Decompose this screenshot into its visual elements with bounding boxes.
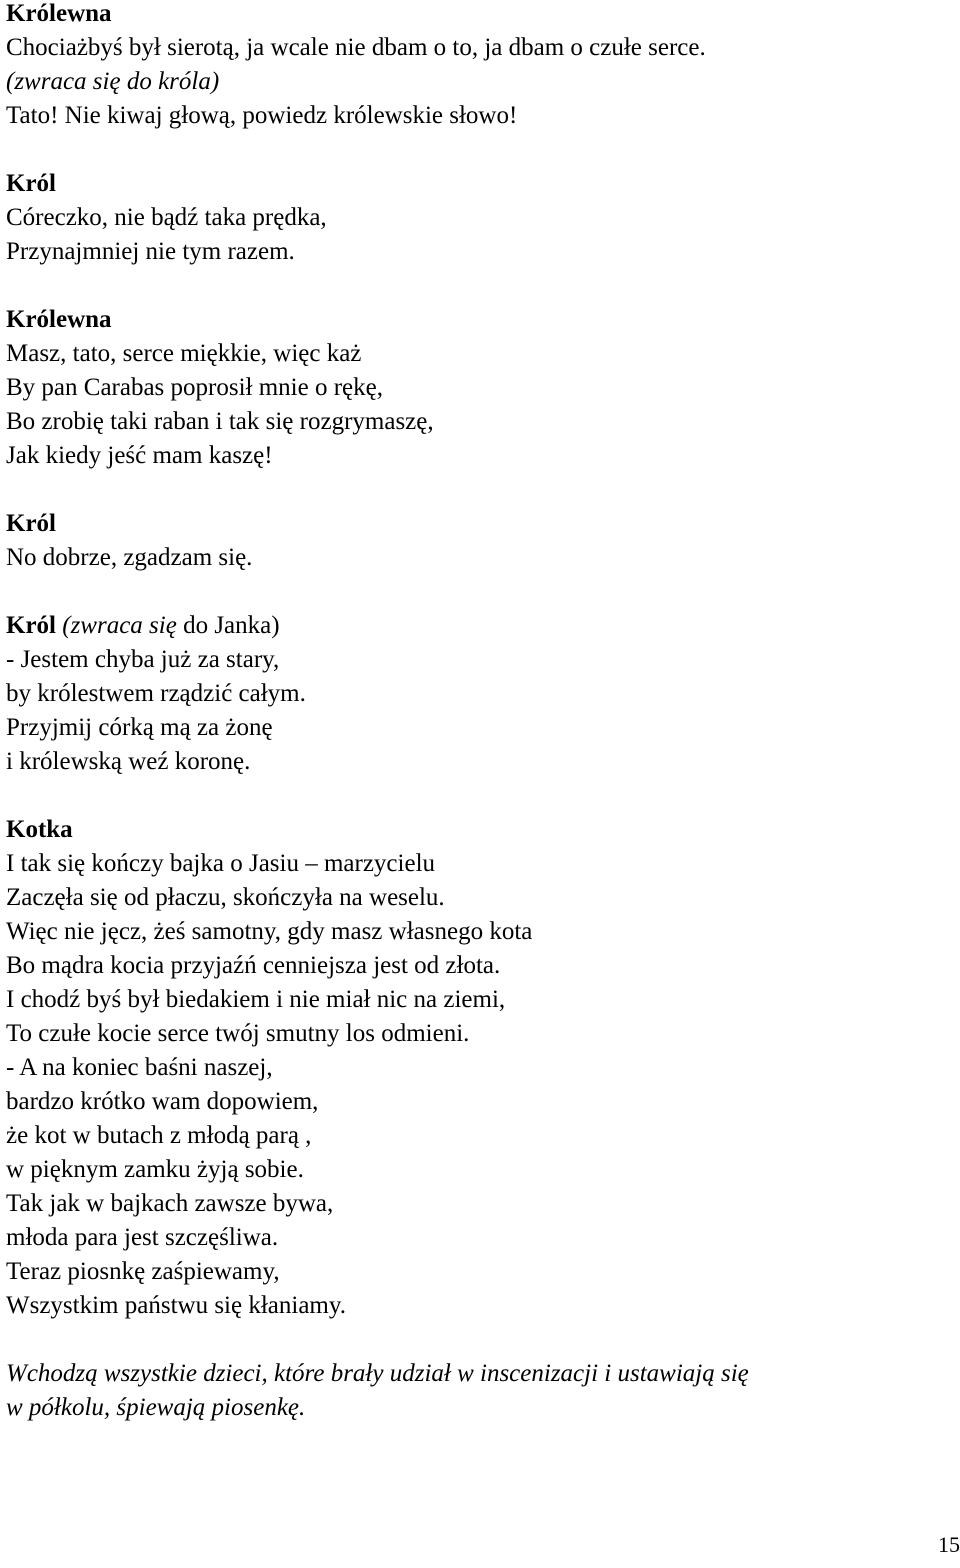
speaker-name: Kotka <box>6 816 73 843</box>
page-number: 15 <box>938 1532 960 1557</box>
dialogue-line: w pięknym zamku żyją sobie. <box>6 1156 304 1183</box>
dialogue-block <box>6 167 946 269</box>
dialogue-line: bardzo krótko wam dopowiem, <box>6 1088 319 1115</box>
dialogue-line: Jak kiedy jeść mam kaszę! <box>6 442 273 469</box>
dialogue-line: No dobrze, zgadzam się. <box>6 544 253 571</box>
speaker-name: Królewna <box>6 306 112 333</box>
dialogue-line: Bo zrobię taki raban i tak się rozgrymaszę, <box>6 408 434 435</box>
dialogue-line: Tak jak w bajkach zawsze bywa, <box>6 1190 334 1217</box>
dialogue-block <box>6 609 946 779</box>
dialogue-line: I chodź byś był biedakiem i nie miał nic na ziemi, <box>6 986 506 1013</box>
dialogue-line: Chociażbyś był sierotą, ja wcale nie dbam o to, ja dbam o czułe serce. <box>6 34 706 61</box>
dialogue-line: Więc nie jęcz, żeś samotny, gdy masz własnego kota <box>6 918 533 945</box>
dialogue-line: By pan Carabas poprosił mnie o rękę, <box>6 374 383 401</box>
dialogue-line: młoda para jest szczęśliwa. <box>6 1224 279 1251</box>
stage-note: (zwraca się <box>62 612 177 639</box>
stage-direction <box>6 1357 946 1425</box>
speaker-name: Król <box>6 170 56 197</box>
speaker-name: Król <box>6 612 56 639</box>
speaker-name: Król <box>6 510 56 537</box>
dialogue-line: Przynajmniej nie tym razem. <box>6 238 295 265</box>
dialogue-line: Zaczęła się od płaczu, skończyła na weselu. <box>6 884 445 911</box>
stage-direction-line: Wchodzą wszystkie dzieci, które brały udział w inscenizacji i ustawiają się <box>6 1360 749 1387</box>
dialogue-line: Tato! Nie kiwaj głową, powiedz królewskie słowo! <box>6 102 518 129</box>
speaker-heading <box>6 609 946 643</box>
dialogue-line: że kot w butach z młodą parą , <box>6 1122 312 1149</box>
stage-note-target: do Janka) <box>183 612 280 639</box>
dialogue-line: Teraz piosnkę zaśpiewamy, <box>6 1258 280 1285</box>
dialogue-line: - A na koniec baśni naszej, <box>6 1054 273 1081</box>
speaker-name: Królewna <box>6 0 112 27</box>
dialogue-block <box>6 303 946 473</box>
dialogue-line: To czułe kocie serce twój smutny los odmieni. <box>6 1020 470 1047</box>
dialogue-line: i królewską weź koronę. <box>6 748 251 775</box>
stage-note: (zwraca się do króla) <box>6 68 220 95</box>
stage-direction-line: w półkolu, śpiewają piosenkę. <box>6 1394 306 1421</box>
dialogue-line: Przyjmij córką mą za żonę <box>6 714 273 741</box>
dialogue-line: Córeczko, nie bądź taka prędka, <box>6 204 327 231</box>
dialogue-line: Masz, tato, serce miękkie, więc każ <box>6 340 362 367</box>
dialogue-line: I tak się kończy bajka o Jasiu – marzycielu <box>6 850 436 877</box>
dialogue-line: Wszystkim państwu się kłaniamy. <box>6 1292 346 1319</box>
script-page <box>6 0 946 1459</box>
dialogue-line: by królestwem rządzić całym. <box>6 680 306 707</box>
dialogue-line: Bo mądra kocia przyjaźń cenniejsza jest od złota. <box>6 952 501 979</box>
dialogue-line: - Jestem chyba już za stary, <box>6 646 280 673</box>
dialogue-block <box>6 0 946 133</box>
dialogue-block <box>6 507 946 575</box>
dialogue-block <box>6 813 946 1323</box>
